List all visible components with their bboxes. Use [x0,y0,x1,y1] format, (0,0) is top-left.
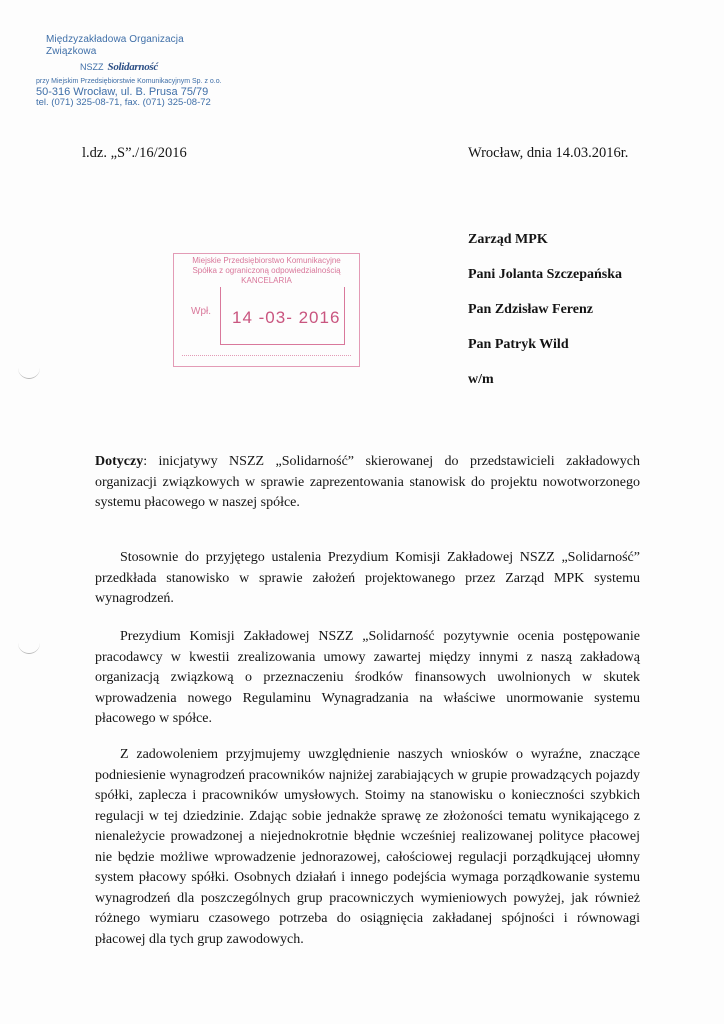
registry-stamp-date: 14 -03- 2016 [232,308,341,327]
registry-stamp [173,253,360,367]
reference-number: l.dz. „S”./16/2016 [82,145,187,161]
registry-stamp-line: Spółka z ograniczoną odpowiedzialnością [192,266,341,275]
body-paragraph: Stosownie do przyjętego ustalenia Prezydium Komisji Zakładowej NSZZ „Solidarność” przedkłada stanowisko w sprawie założeń projektowanego przez Zarząd MPK systemu wynagrodzeń. [95,550,640,606]
registry-stamp-received-label: Wpł. [191,306,211,317]
subject-text: : inicjatywy NSZZ „Solidarność” skierowanej do przedstawicieli zakładowych organizacji związkowych w sprawie zaprezentowania stanowisk do projektu nowotworzonego systemu płacowego w naszej spółce. [95,454,640,510]
letterhead-company: przy Miejskim Przedsiębiorstwie Komunikacyjnym Sp. z o.o. [36,77,222,85]
body-paragraph: Z zadowoleniem przyjmujemy uwzględnienie naszych wniosków o wyraźne, znaczące podniesienie wynagrodzeń pracowników najniżej zarabiających w grupie prowadzących pojazdy spółki, zaplecza i pracowników umysłowych. Stoimy na stanowisku o konieczności szybkich regulacji w tej dziedzinie. Zdając sobie jednakże sprawę ze złożoności tematu wynikającego z nienależycie prowadzonej a niejednokrotnie błędnie wcześniej realizowanej polityce płacowej nie będzie możliwe wprowadzenie jednorazowej, całościowej regulacji porządkującej ułomny system płacowy spółki. Osobnych działań i innego podejścia wymaga porządkowanie systemu wynagrodzeń dla poszczególnych grup pracowniczych wymieniowych powyżej, jak również różnego wymiaru czasowego potrzeba do osiągnięcia zakładanej spójności i równowagi płacowej dla tych grup zawodowych. [95,747,640,947]
recipient-line: Pani Jolanta Szczepańska [468,267,623,282]
letterhead-org-name: Międzyzakładowa Organizacja Związkowa [46,34,184,57]
registry-stamp-line: Miejskie Przedsiębiorstwo Komunikacyjne [192,256,341,265]
place-date: Wrocław, dnia 14.03.2016r. [468,145,629,161]
solidarnosc-logo: Solidarność [107,61,158,73]
letterhead-union: NSZZ [80,62,104,73]
registry-stamp-line: KANCELARIA [241,276,292,285]
subject-label: Dotyczy [95,454,144,469]
recipients-block [468,232,622,407]
recipient-line: Zarząd MPK [468,232,548,247]
letterhead-phone: tel. (071) 325-08-71, fax. (071) 325-08-72 [36,97,211,109]
recipient-line: w/m [468,372,494,387]
recipient-line: Pan Patryk Wild [468,337,569,352]
scan-hole-mark [18,643,40,654]
subject-paragraph [95,452,640,514]
recipient-line: Pan Zdzisław Ferenz [468,302,593,317]
registry-stamp-header [174,256,359,286]
registry-stamp-dotted-line [182,355,351,356]
letterhead-stamp [36,34,236,109]
letterhead-address: 50-316 Wrocław, ul. B. Prusa 75/79 [36,85,209,98]
body-paragraph: Prezydium Komisji Zakładowej NSZZ „Solidarność pozytywnie ocenia postępowanie pracodawcy w kwestii zrealizowania umowy zawartej między innymi z naszą zakładową organizacją związkową o przeznaczeniu środków finansowych uwolnionych w skutek wprowadzenia nowego Regulaminu Wynagradzania na właściwe unormowanie systemu płacowego w spółce. [95,629,640,726]
letterhead-union-row [80,61,236,74]
scan-hole-mark [18,368,40,379]
